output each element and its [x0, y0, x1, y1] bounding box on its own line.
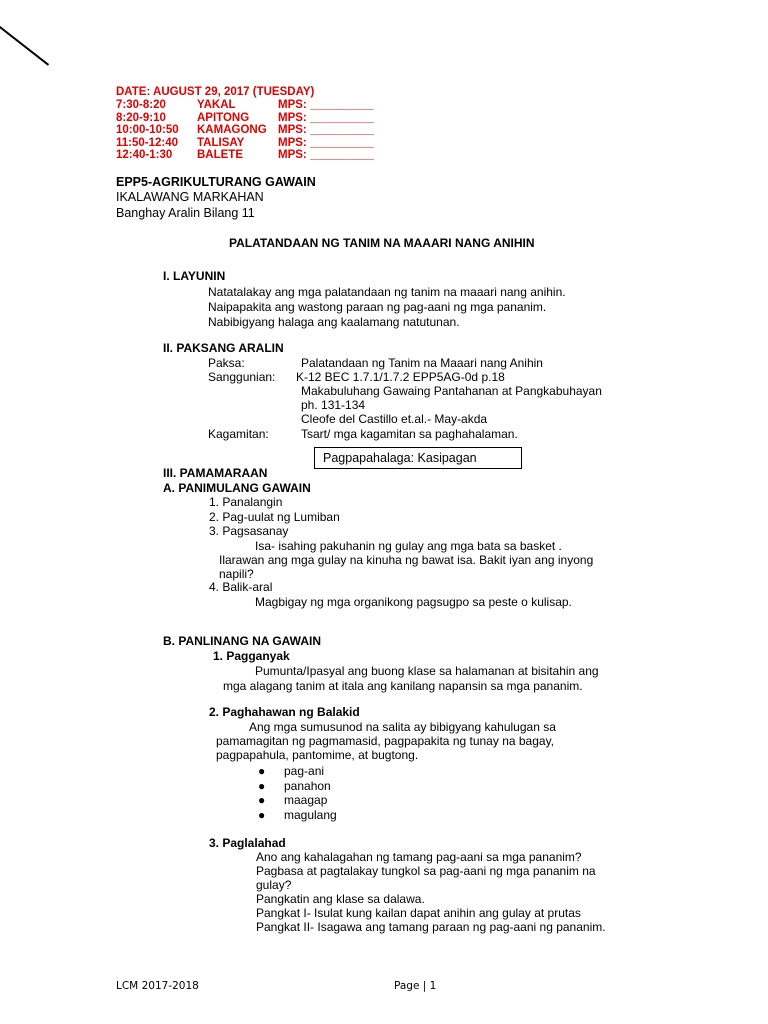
- bullet-icon: ●: [258, 807, 266, 822]
- sanggunian-authors: Cleofe del Castillo et.al.- May-akda: [301, 412, 488, 426]
- schedule-mps: MPS: __________: [278, 124, 374, 136]
- balik-aral-text: Magbigay ng mga organikong pagsugpo sa peste o kulisap.: [255, 595, 572, 609]
- word-item: panahon: [284, 778, 331, 793]
- paglalahad-text: Pangkatin ang klase sa dalawa.: [256, 892, 425, 906]
- layunin-heading: I. LAYUNIN: [163, 269, 226, 283]
- schedule-row: [116, 137, 374, 150]
- pagganyak-text: mga alagang tanim at itala ang kanilang napansin sa mga pananim.: [223, 679, 583, 693]
- step-panalangin: 1. Panalangin: [209, 495, 283, 509]
- pagpapahalaga-box: Pagpapahalaga: Kasipagan: [314, 447, 522, 469]
- bullet-icon: ●: [258, 764, 266, 778]
- layunin-item: Naipapakita ang wastong paraan ng pag-aani ng mga pananim.: [208, 300, 547, 314]
- sanggunian-value: K-12 BEC 1.7.1/1.7.2 EPP5AG-0d p.18: [296, 370, 505, 384]
- page-title: PALATANDAAN NG TANIM NA MAAARI NANG ANIHIN: [229, 236, 535, 250]
- paglalahad-text: Pangkat I- Isulat kung kailan dapat anihin ang gulay at prutas: [256, 906, 581, 920]
- pagsasanay-text: napili?: [219, 567, 254, 581]
- kagamitan-label: Kagamitan:: [208, 427, 269, 441]
- paksa-value: Palatandaan ng Tanim na Maaari nang Anihin: [301, 356, 543, 370]
- bullet-icon: ●: [258, 778, 266, 793]
- schedule-section: BALETE: [197, 149, 243, 161]
- step-balik-aral: 4. Balik-aral: [209, 580, 273, 594]
- schedule-section: YAKAL: [197, 99, 236, 111]
- schedule-time: 12:40-1:30: [116, 149, 173, 161]
- balakid-heading: 2. Paghahawan ng Balakid: [209, 705, 360, 719]
- footer-left: LCM 2017-2018: [116, 980, 199, 992]
- quarter-label: IKALAWANG MARKAHAN: [116, 190, 264, 204]
- lesson-plan-number: Banghay Aralin Bilang 11: [116, 206, 255, 220]
- paglalahad-text: gulay?: [256, 878, 292, 892]
- paglalahad-text: Ano ang kahalagahan ng tamang pag-aani sa mga pananim?: [256, 850, 582, 864]
- paglalahad-text: Pangkat II- Isagawa ang tamang paraan ng pag-aani ng pananim.: [256, 920, 606, 934]
- schedule-time: 11:50-12:40: [116, 136, 179, 149]
- word-list: [258, 764, 337, 822]
- schedule-mps: MPS: __________: [278, 99, 374, 111]
- schedule-section: KAMAGONG: [197, 124, 267, 136]
- schedule-section: APITONG: [197, 111, 250, 124]
- layunin-item: Natatalakay ang mga palatandaan ng tanim na maaari nang anihin.: [208, 285, 566, 299]
- panimula-heading: A. PANIMULANG GAWAIN: [163, 481, 311, 495]
- balakid-text: pamamagitan ng pagmamasid, pagpapakita ng tunay na bagay,: [216, 734, 555, 748]
- pagsasanay-text: Ilarawan ang mga gulay na kinuha ng bawat isa. Bakit iyan ang inyong: [219, 553, 594, 567]
- schedule-date: DATE: AUGUST 29, 2017 (TUESDAY): [116, 86, 315, 98]
- list-item: [258, 764, 337, 779]
- pagganyak-text: Pumunta/Ipasyal ang buong klase sa halamanan at bisitahin ang: [255, 664, 599, 678]
- paglalahad-heading: 3. Paglalahad: [209, 836, 286, 850]
- schedule-time: 10:00-10:50: [116, 124, 179, 136]
- schedule-row: [116, 124, 374, 137]
- step-pagsasanay: 3. Pagsasanay: [209, 524, 289, 538]
- layunin-item: Nabibigyang halaga ang kaalamang natutunan.: [208, 315, 460, 329]
- paksa-label: Paksa:: [208, 356, 245, 370]
- sanggunian-label: Sanggunian:: [208, 370, 276, 384]
- pamamaraan-heading: III. PAMAMARAAN: [163, 466, 268, 480]
- sanggunian-pages: ph. 131-134: [301, 398, 366, 412]
- subject-title: EPP5-AGRIKULTURANG GAWAIN: [116, 175, 316, 189]
- schedule-time: 8:20-9:10: [116, 111, 166, 124]
- page-number: Page | 1: [394, 980, 437, 992]
- balakid-text: Ang mga sumusunod na salita ay bibigyang kahulugan sa: [249, 720, 556, 734]
- schedule-row: [116, 99, 374, 112]
- list-item: [258, 808, 337, 823]
- word-item: pag-ani: [284, 764, 325, 778]
- schedule-row: [116, 149, 374, 162]
- schedule-mps: MPS: __________: [278, 149, 374, 161]
- balakid-text: pagpapahula, pantomime, at bugtong.: [216, 748, 419, 762]
- paglalahad-text: Pagbasa at pagtalakay tungkol sa pag-aani ng mga pananim na: [256, 864, 596, 878]
- schedule-section: TALISAY: [197, 136, 245, 149]
- panlinang-heading: B. PANLINANG NA GAWAIN: [163, 634, 321, 648]
- list-item: [258, 793, 337, 808]
- kagamitan-value: Tsart/ mga kagamitan sa paghahalaman.: [301, 427, 518, 441]
- sanggunian-book: Makabuluhang Gawaing Pantahanan at Pangkabuhayan: [301, 384, 602, 398]
- pagganyak-heading: 1. Pagganyak: [213, 649, 290, 663]
- word-item: maagap: [284, 793, 328, 807]
- schedule-row: [116, 112, 374, 125]
- schedule-table: [116, 99, 374, 162]
- schedule-time: 7:30-8:20: [116, 99, 166, 111]
- schedule-mps: MPS: __________: [278, 111, 374, 124]
- word-item: magulang: [284, 807, 337, 822]
- list-item: [258, 779, 337, 794]
- bullet-icon: ●: [258, 793, 266, 807]
- schedule-mps: MPS: __________: [278, 136, 374, 149]
- pagsasanay-text: Isa- isahing pakuhanin ng gulay ang mga bata sa basket .: [255, 539, 562, 553]
- step-pag-uulat: 2. Pag-uulat ng Lumiban: [209, 510, 340, 524]
- corner-diagonal-line: [0, 18, 49, 65]
- paksang-aralin-heading: II. PAKSANG ARALIN: [163, 341, 284, 355]
